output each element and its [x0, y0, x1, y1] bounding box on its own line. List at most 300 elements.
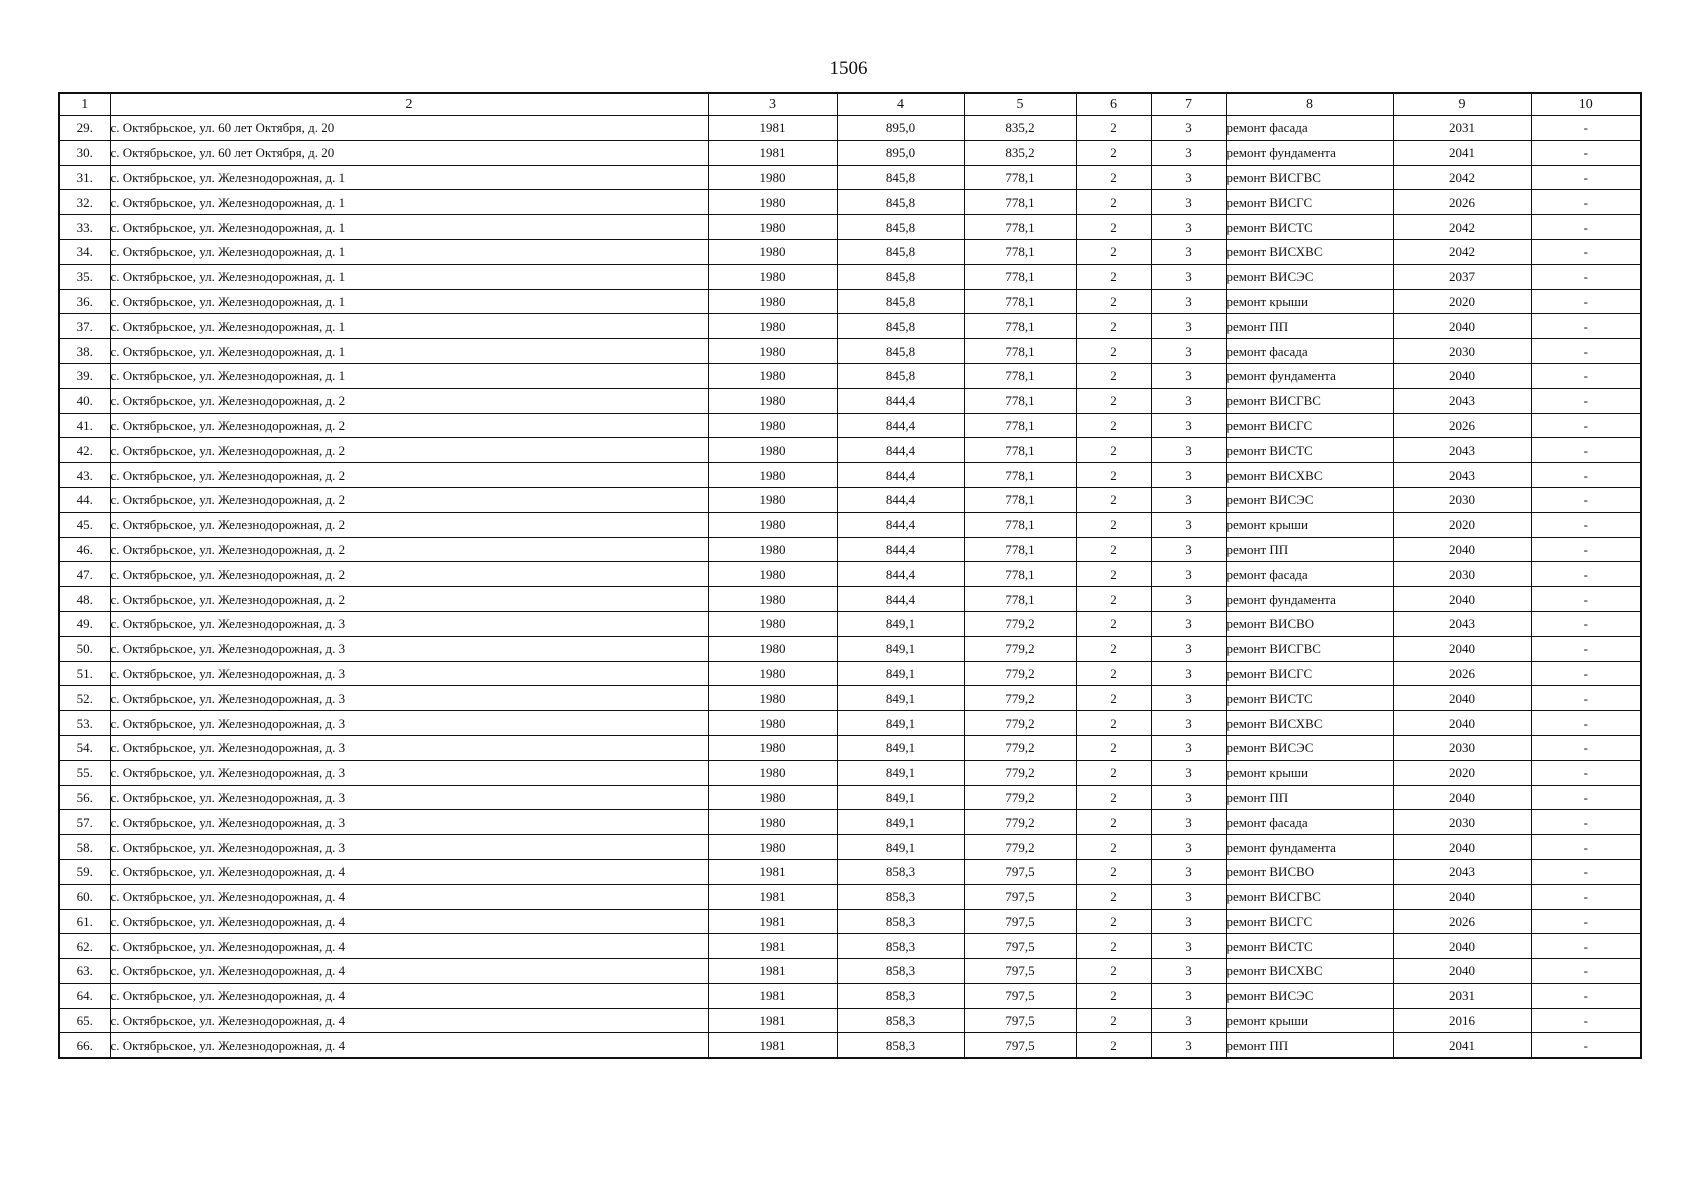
cell-floors: 2 — [1076, 537, 1151, 562]
cell-note: - — [1531, 314, 1641, 339]
cell-entrances: 3 — [1151, 859, 1226, 884]
cell-address: с. Октябрьское, ул. Железнодорожная, д. 2 — [110, 438, 708, 463]
cell-build-year: 1980 — [708, 165, 837, 190]
cell-row-number: 29. — [59, 116, 110, 141]
cell-planned-year: 2020 — [1393, 289, 1531, 314]
cell-address: с. Октябрьское, ул. Железнодорожная, д. 2 — [110, 512, 708, 537]
cell-entrances: 3 — [1151, 314, 1226, 339]
cell-address: с. Октябрьское, ул. Железнодорожная, д. 1 — [110, 190, 708, 215]
cell-note: - — [1531, 611, 1641, 636]
cell-planned-year: 2016 — [1393, 1008, 1531, 1033]
column-header-7: 7 — [1151, 93, 1226, 116]
table-row — [59, 909, 1641, 934]
cell-note: - — [1531, 339, 1641, 364]
cell-total-area: 849,1 — [837, 810, 964, 835]
cell-floors: 2 — [1076, 686, 1151, 711]
cell-build-year: 1980 — [708, 835, 837, 860]
cell-build-year: 1980 — [708, 810, 837, 835]
cell-build-year: 1980 — [708, 215, 837, 240]
table-row — [59, 686, 1641, 711]
cell-total-area: 849,1 — [837, 636, 964, 661]
cell-living-area: 797,5 — [964, 884, 1076, 909]
cell-row-number: 55. — [59, 760, 110, 785]
cell-living-area: 778,1 — [964, 239, 1076, 264]
cell-address: с. Октябрьское, ул. Железнодорожная, д. 2 — [110, 587, 708, 612]
cell-address: с. Октябрьское, ул. Железнодорожная, д. 4 — [110, 1008, 708, 1033]
cell-row-number: 34. — [59, 239, 110, 264]
cell-planned-year: 2040 — [1393, 934, 1531, 959]
cell-build-year: 1980 — [708, 413, 837, 438]
cell-entrances: 3 — [1151, 116, 1226, 141]
cell-total-area: 858,3 — [837, 934, 964, 959]
cell-planned-year: 2030 — [1393, 562, 1531, 587]
cell-planned-year: 2031 — [1393, 116, 1531, 141]
cell-build-year: 1980 — [708, 686, 837, 711]
cell-work-type: ремонт ПП — [1226, 785, 1393, 810]
cell-living-area: 797,5 — [964, 909, 1076, 934]
column-header-8: 8 — [1226, 93, 1393, 116]
cell-note: - — [1531, 1008, 1641, 1033]
cell-address: с. Октябрьское, ул. Железнодорожная, д. 4 — [110, 983, 708, 1008]
cell-entrances: 3 — [1151, 487, 1226, 512]
cell-row-number: 48. — [59, 587, 110, 612]
cell-entrances: 3 — [1151, 165, 1226, 190]
cell-address: с. Октябрьское, ул. Железнодорожная, д. 4 — [110, 859, 708, 884]
cell-floors: 2 — [1076, 760, 1151, 785]
cell-work-type: ремонт фундамента — [1226, 587, 1393, 612]
cell-note: - — [1531, 438, 1641, 463]
cell-work-type: ремонт ВИСЭС — [1226, 487, 1393, 512]
cell-row-number: 38. — [59, 339, 110, 364]
table-row — [59, 239, 1641, 264]
cell-work-type: ремонт ВИСЭС — [1226, 983, 1393, 1008]
cell-planned-year: 2031 — [1393, 983, 1531, 1008]
table-row — [59, 140, 1641, 165]
header-row — [59, 93, 1641, 116]
cell-entrances: 3 — [1151, 537, 1226, 562]
cell-entrances: 3 — [1151, 363, 1226, 388]
cell-build-year: 1981 — [708, 909, 837, 934]
cell-living-area: 797,5 — [964, 1033, 1076, 1058]
cell-floors: 2 — [1076, 388, 1151, 413]
cell-total-area: 858,3 — [837, 884, 964, 909]
cell-entrances: 3 — [1151, 983, 1226, 1008]
cell-address: с. Октябрьское, ул. Железнодорожная, д. 3 — [110, 760, 708, 785]
cell-note: - — [1531, 859, 1641, 884]
cell-living-area: 779,2 — [964, 661, 1076, 686]
cell-row-number: 61. — [59, 909, 110, 934]
cell-address: с. Октябрьское, ул. Железнодорожная, д. 3 — [110, 735, 708, 760]
column-header-9: 9 — [1393, 93, 1531, 116]
cell-planned-year: 2026 — [1393, 413, 1531, 438]
cell-living-area: 778,1 — [964, 339, 1076, 364]
cell-address: с. Октябрьское, ул. Железнодорожная, д. 3 — [110, 835, 708, 860]
cell-planned-year: 2042 — [1393, 239, 1531, 264]
table-row — [59, 264, 1641, 289]
cell-row-number: 36. — [59, 289, 110, 314]
cell-living-area: 779,2 — [964, 760, 1076, 785]
cell-entrances: 3 — [1151, 562, 1226, 587]
table-row — [59, 562, 1641, 587]
cell-build-year: 1980 — [708, 735, 837, 760]
cell-address: с. Октябрьское, ул. Железнодорожная, д. 3 — [110, 785, 708, 810]
cell-total-area: 858,3 — [837, 959, 964, 984]
cell-row-number: 47. — [59, 562, 110, 587]
cell-note: - — [1531, 264, 1641, 289]
cell-address: с. Октябрьское, ул. Железнодорожная, д. 1 — [110, 239, 708, 264]
cell-work-type: ремонт ВИСГС — [1226, 413, 1393, 438]
cell-entrances: 3 — [1151, 909, 1226, 934]
cell-row-number: 40. — [59, 388, 110, 413]
cell-planned-year: 2030 — [1393, 810, 1531, 835]
cell-row-number: 56. — [59, 785, 110, 810]
cell-address: с. Октябрьское, ул. Железнодорожная, д. 2 — [110, 413, 708, 438]
cell-total-area: 845,8 — [837, 289, 964, 314]
cell-work-type: ремонт ПП — [1226, 1033, 1393, 1058]
cell-planned-year: 2043 — [1393, 611, 1531, 636]
cell-entrances: 3 — [1151, 611, 1226, 636]
cell-living-area: 797,5 — [964, 859, 1076, 884]
table-row — [59, 438, 1641, 463]
cell-entrances: 3 — [1151, 339, 1226, 364]
cell-work-type: ремонт крыши — [1226, 512, 1393, 537]
column-header-2: 2 — [110, 93, 708, 116]
cell-entrances: 3 — [1151, 215, 1226, 240]
cell-entrances: 3 — [1151, 438, 1226, 463]
cell-row-number: 43. — [59, 463, 110, 488]
cell-planned-year: 2040 — [1393, 314, 1531, 339]
cell-living-area: 778,1 — [964, 562, 1076, 587]
cell-row-number: 45. — [59, 512, 110, 537]
cell-total-area: 849,1 — [837, 735, 964, 760]
cell-row-number: 37. — [59, 314, 110, 339]
cell-row-number: 58. — [59, 835, 110, 860]
cell-build-year: 1980 — [708, 611, 837, 636]
cell-work-type: ремонт ПП — [1226, 314, 1393, 339]
cell-note: - — [1531, 735, 1641, 760]
table-row — [59, 289, 1641, 314]
cell-note: - — [1531, 835, 1641, 860]
cell-floors: 2 — [1076, 934, 1151, 959]
cell-floors: 2 — [1076, 512, 1151, 537]
cell-planned-year: 2043 — [1393, 388, 1531, 413]
cell-work-type: ремонт крыши — [1226, 1008, 1393, 1033]
cell-build-year: 1980 — [708, 512, 837, 537]
cell-planned-year: 2040 — [1393, 587, 1531, 612]
table-header — [59, 93, 1641, 116]
cell-build-year: 1980 — [708, 587, 837, 612]
cell-build-year: 1981 — [708, 959, 837, 984]
cell-note: - — [1531, 760, 1641, 785]
cell-note: - — [1531, 1033, 1641, 1058]
cell-build-year: 1980 — [708, 264, 837, 289]
cell-row-number: 63. — [59, 959, 110, 984]
cell-build-year: 1980 — [708, 760, 837, 785]
cell-total-area: 895,0 — [837, 116, 964, 141]
cell-living-area: 797,5 — [964, 983, 1076, 1008]
cell-entrances: 3 — [1151, 810, 1226, 835]
cell-planned-year: 2040 — [1393, 884, 1531, 909]
cell-work-type: ремонт ВИСГС — [1226, 661, 1393, 686]
table-row — [59, 165, 1641, 190]
column-header-4: 4 — [837, 93, 964, 116]
cell-planned-year: 2037 — [1393, 264, 1531, 289]
cell-living-area: 778,1 — [964, 363, 1076, 388]
cell-work-type: ремонт крыши — [1226, 760, 1393, 785]
table-row — [59, 587, 1641, 612]
cell-work-type: ремонт крыши — [1226, 289, 1393, 314]
cell-build-year: 1980 — [708, 661, 837, 686]
table-row — [59, 611, 1641, 636]
cell-row-number: 65. — [59, 1008, 110, 1033]
cell-planned-year: 2040 — [1393, 959, 1531, 984]
cell-build-year: 1980 — [708, 289, 837, 314]
cell-living-area: 778,1 — [964, 587, 1076, 612]
cell-address: с. Октябрьское, ул. Железнодорожная, д. 1 — [110, 289, 708, 314]
cell-living-area: 779,2 — [964, 636, 1076, 661]
cell-entrances: 3 — [1151, 785, 1226, 810]
cell-build-year: 1980 — [708, 562, 837, 587]
cell-build-year: 1980 — [708, 363, 837, 388]
cell-work-type: ремонт ВИСЭС — [1226, 264, 1393, 289]
cell-work-type: ремонт ВИСХВС — [1226, 239, 1393, 264]
cell-row-number: 33. — [59, 215, 110, 240]
cell-planned-year: 2026 — [1393, 909, 1531, 934]
table-row — [59, 487, 1641, 512]
cell-planned-year: 2040 — [1393, 363, 1531, 388]
cell-note: - — [1531, 215, 1641, 240]
cell-address: с. Октябрьское, ул. Железнодорожная, д. 1 — [110, 314, 708, 339]
cell-floors: 2 — [1076, 611, 1151, 636]
cell-note: - — [1531, 934, 1641, 959]
cell-entrances: 3 — [1151, 512, 1226, 537]
cell-living-area: 778,1 — [964, 190, 1076, 215]
cell-build-year: 1980 — [708, 636, 837, 661]
cell-work-type: ремонт фасада — [1226, 810, 1393, 835]
cell-note: - — [1531, 537, 1641, 562]
cell-build-year: 1981 — [708, 859, 837, 884]
cell-work-type: ремонт ВИСХВС — [1226, 959, 1393, 984]
cell-floors: 2 — [1076, 314, 1151, 339]
cell-address: с. Октябрьское, ул. 60 лет Октября, д. 20 — [110, 140, 708, 165]
cell-work-type: ремонт ВИСТС — [1226, 438, 1393, 463]
cell-total-area: 845,8 — [837, 339, 964, 364]
cell-row-number: 32. — [59, 190, 110, 215]
table-row — [59, 636, 1641, 661]
cell-total-area: 849,1 — [837, 835, 964, 860]
cell-note: - — [1531, 983, 1641, 1008]
cell-planned-year: 2030 — [1393, 487, 1531, 512]
cell-work-type: ремонт ВИСГВС — [1226, 884, 1393, 909]
cell-living-area: 778,1 — [964, 289, 1076, 314]
cell-work-type: ремонт ВИСТС — [1226, 215, 1393, 240]
cell-total-area: 858,3 — [837, 859, 964, 884]
cell-work-type: ремонт фундамента — [1226, 140, 1393, 165]
cell-address: с. Октябрьское, ул. Железнодорожная, д. 1 — [110, 165, 708, 190]
cell-planned-year: 2040 — [1393, 537, 1531, 562]
cell-address: с. Октябрьское, ул. Железнодорожная, д. 2 — [110, 487, 708, 512]
cell-floors: 2 — [1076, 884, 1151, 909]
column-header-10: 10 — [1531, 93, 1641, 116]
cell-row-number: 50. — [59, 636, 110, 661]
cell-row-number: 60. — [59, 884, 110, 909]
table-row — [59, 835, 1641, 860]
cell-total-area: 858,3 — [837, 1033, 964, 1058]
cell-note: - — [1531, 463, 1641, 488]
cell-entrances: 3 — [1151, 388, 1226, 413]
cell-total-area: 845,8 — [837, 363, 964, 388]
cell-floors: 2 — [1076, 289, 1151, 314]
cell-row-number: 62. — [59, 934, 110, 959]
cell-entrances: 3 — [1151, 190, 1226, 215]
cell-living-area: 778,1 — [964, 487, 1076, 512]
table-row — [59, 190, 1641, 215]
cell-entrances: 3 — [1151, 934, 1226, 959]
cell-floors: 2 — [1076, 661, 1151, 686]
cell-entrances: 3 — [1151, 661, 1226, 686]
cell-planned-year: 2043 — [1393, 438, 1531, 463]
cell-note: - — [1531, 116, 1641, 141]
cell-entrances: 3 — [1151, 959, 1226, 984]
cell-work-type: ремонт ВИСХВС — [1226, 463, 1393, 488]
cell-planned-year: 2042 — [1393, 215, 1531, 240]
repair-schedule-table — [58, 92, 1642, 1059]
table-row — [59, 1008, 1641, 1033]
cell-row-number: 31. — [59, 165, 110, 190]
cell-build-year: 1980 — [708, 487, 837, 512]
cell-living-area: 779,2 — [964, 735, 1076, 760]
cell-row-number: 64. — [59, 983, 110, 1008]
cell-work-type: ремонт ВИСТС — [1226, 686, 1393, 711]
cell-total-area: 844,4 — [837, 512, 964, 537]
cell-address: с. Октябрьское, ул. 60 лет Октября, д. 20 — [110, 116, 708, 141]
cell-note: - — [1531, 239, 1641, 264]
cell-living-area: 835,2 — [964, 140, 1076, 165]
cell-living-area: 797,5 — [964, 934, 1076, 959]
cell-total-area: 845,8 — [837, 190, 964, 215]
cell-entrances: 3 — [1151, 1008, 1226, 1033]
cell-living-area: 835,2 — [964, 116, 1076, 141]
cell-living-area: 778,1 — [964, 165, 1076, 190]
cell-living-area: 797,5 — [964, 1008, 1076, 1033]
cell-entrances: 3 — [1151, 289, 1226, 314]
cell-note: - — [1531, 909, 1641, 934]
table-row — [59, 785, 1641, 810]
cell-row-number: 30. — [59, 140, 110, 165]
cell-note: - — [1531, 140, 1641, 165]
cell-work-type: ремонт ВИСВО — [1226, 611, 1393, 636]
cell-row-number: 53. — [59, 711, 110, 736]
cell-note: - — [1531, 711, 1641, 736]
table-row — [59, 959, 1641, 984]
cell-build-year: 1981 — [708, 1033, 837, 1058]
cell-planned-year: 2040 — [1393, 686, 1531, 711]
cell-floors: 2 — [1076, 116, 1151, 141]
cell-total-area: 844,4 — [837, 537, 964, 562]
cell-entrances: 3 — [1151, 686, 1226, 711]
cell-planned-year: 2030 — [1393, 339, 1531, 364]
cell-work-type: ремонт фундамента — [1226, 835, 1393, 860]
cell-floors: 2 — [1076, 711, 1151, 736]
cell-address: с. Октябрьское, ул. Железнодорожная, д. 2 — [110, 388, 708, 413]
cell-total-area: 849,1 — [837, 760, 964, 785]
cell-living-area: 779,2 — [964, 711, 1076, 736]
cell-planned-year: 2026 — [1393, 661, 1531, 686]
cell-build-year: 1981 — [708, 983, 837, 1008]
cell-entrances: 3 — [1151, 264, 1226, 289]
cell-note: - — [1531, 512, 1641, 537]
cell-address: с. Октябрьское, ул. Железнодорожная, д. 2 — [110, 463, 708, 488]
cell-row-number: 46. — [59, 537, 110, 562]
column-header-1: 1 — [59, 93, 110, 116]
cell-entrances: 3 — [1151, 413, 1226, 438]
table-row — [59, 810, 1641, 835]
cell-address: с. Октябрьское, ул. Железнодорожная, д. 2 — [110, 537, 708, 562]
cell-total-area: 895,0 — [837, 140, 964, 165]
cell-row-number: 59. — [59, 859, 110, 884]
cell-build-year: 1980 — [708, 314, 837, 339]
cell-build-year: 1981 — [708, 884, 837, 909]
cell-work-type: ремонт ВИСХВС — [1226, 711, 1393, 736]
cell-floors: 2 — [1076, 587, 1151, 612]
cell-floors: 2 — [1076, 413, 1151, 438]
cell-planned-year: 2040 — [1393, 711, 1531, 736]
table-row — [59, 388, 1641, 413]
cell-note: - — [1531, 884, 1641, 909]
cell-build-year: 1980 — [708, 785, 837, 810]
cell-planned-year: 2040 — [1393, 785, 1531, 810]
cell-total-area: 849,1 — [837, 661, 964, 686]
cell-planned-year: 2030 — [1393, 735, 1531, 760]
cell-note: - — [1531, 686, 1641, 711]
cell-note: - — [1531, 487, 1641, 512]
cell-floors: 2 — [1076, 463, 1151, 488]
cell-build-year: 1981 — [708, 116, 837, 141]
cell-living-area: 779,2 — [964, 611, 1076, 636]
table-row — [59, 339, 1641, 364]
cell-total-area: 845,8 — [837, 314, 964, 339]
cell-work-type: ремонт фундамента — [1226, 363, 1393, 388]
cell-entrances: 3 — [1151, 587, 1226, 612]
cell-living-area: 779,2 — [964, 835, 1076, 860]
table-row — [59, 1033, 1641, 1058]
cell-note: - — [1531, 289, 1641, 314]
cell-work-type: ремонт ВИСТС — [1226, 934, 1393, 959]
table-row — [59, 661, 1641, 686]
cell-planned-year: 2043 — [1393, 463, 1531, 488]
cell-build-year: 1980 — [708, 388, 837, 413]
cell-build-year: 1980 — [708, 339, 837, 364]
cell-living-area: 797,5 — [964, 959, 1076, 984]
cell-floors: 2 — [1076, 165, 1151, 190]
table-row — [59, 512, 1641, 537]
table-body — [59, 116, 1641, 1059]
cell-address: с. Октябрьское, ул. Железнодорожная, д. 1 — [110, 215, 708, 240]
cell-note: - — [1531, 413, 1641, 438]
table-row — [59, 983, 1641, 1008]
table-row — [59, 859, 1641, 884]
column-header-6: 6 — [1076, 93, 1151, 116]
cell-total-area: 844,4 — [837, 487, 964, 512]
cell-address: с. Октябрьское, ул. Железнодорожная, д. 3 — [110, 686, 708, 711]
cell-total-area: 858,3 — [837, 983, 964, 1008]
cell-work-type: ремонт ВИСЭС — [1226, 735, 1393, 760]
cell-floors: 2 — [1076, 859, 1151, 884]
cell-work-type: ремонт ВИСГС — [1226, 190, 1393, 215]
cell-entrances: 3 — [1151, 835, 1226, 860]
cell-address: с. Октябрьское, ул. Железнодорожная, д. 1 — [110, 363, 708, 388]
cell-living-area: 778,1 — [964, 413, 1076, 438]
